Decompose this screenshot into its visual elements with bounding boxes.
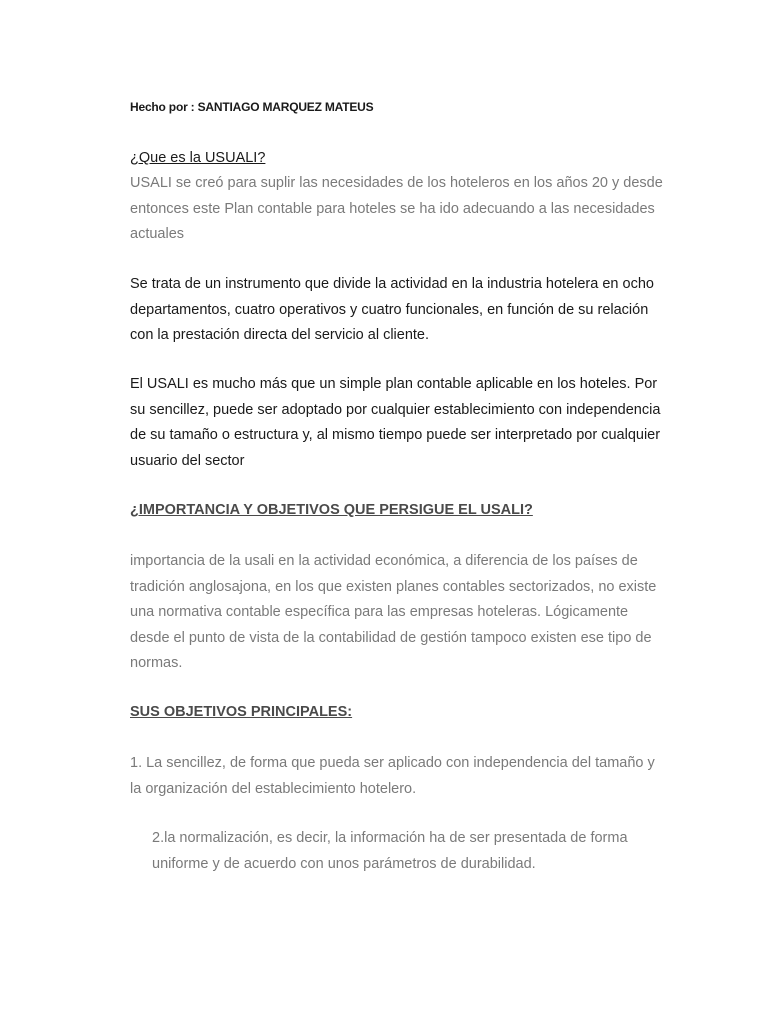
section2-para-text: importancia de la usali en la actividad económica, a diferencia de los países de tradición anglosajona, en los que existen planes contables sectorizados, no existe una normativa contable específica para las empresas hoteleras. Lógicamente desde el punto de vista de la contabilidad de gestión tampoco existen ese tipo de normas. xyxy=(130,553,657,671)
section2-heading: ¿IMPORTANCIA Y OBJETIVOS QUE PERSIGUE EL USALI? xyxy=(130,502,533,518)
objective-item-2-text: 2.la normalización, es decir, la información ha de ser presentada de forma uniforme y de acuerdo con unos parámetros de durabilidad. xyxy=(152,830,628,872)
section1-paragraph-3 xyxy=(130,372,670,474)
section1-intro-text: USALI se creó para suplir las necesidades de los hoteleros en los años 20 y desde entonces este Plan contable para hoteles se ha ido adecuando a las necesidades actuales xyxy=(130,175,663,242)
section3-heading: SUS OBJETIVOS PRINCIPALES: xyxy=(130,704,353,720)
objective-item-2 xyxy=(152,826,672,877)
section1-intro xyxy=(130,171,670,248)
section2-paragraph xyxy=(130,549,670,677)
objective-item-1-text: 1. La sencillez, de forma que pueda ser aplicado con independencia del tamaño y la organización del establecimiento hotelero. xyxy=(130,755,655,797)
objective-item-1 xyxy=(130,751,670,802)
section1-heading: ¿Que es la USUALI? xyxy=(130,150,266,166)
section1-para3-text: El USALI es mucho más que un simple plan contable aplicable en los hoteles. Por su sencillez, puede ser adoptado por cualquier establecimiento con independencia de su tamaño o estructura y, al mismo tiempo puede ser interpretado por cualquier usuario del sector xyxy=(130,376,661,469)
section1-para2-text: Se trata de un instrumento que divide la actividad en la industria hotelera en ocho departamentos, cuatro operativos y cuatro funcionales, en función de su relación con la prestación directa del servicio al cliente. xyxy=(130,276,654,343)
author-line: Hecho por : SANTIAGO MARQUEZ MATEUS xyxy=(130,100,374,114)
section1-paragraph-2 xyxy=(130,272,670,349)
